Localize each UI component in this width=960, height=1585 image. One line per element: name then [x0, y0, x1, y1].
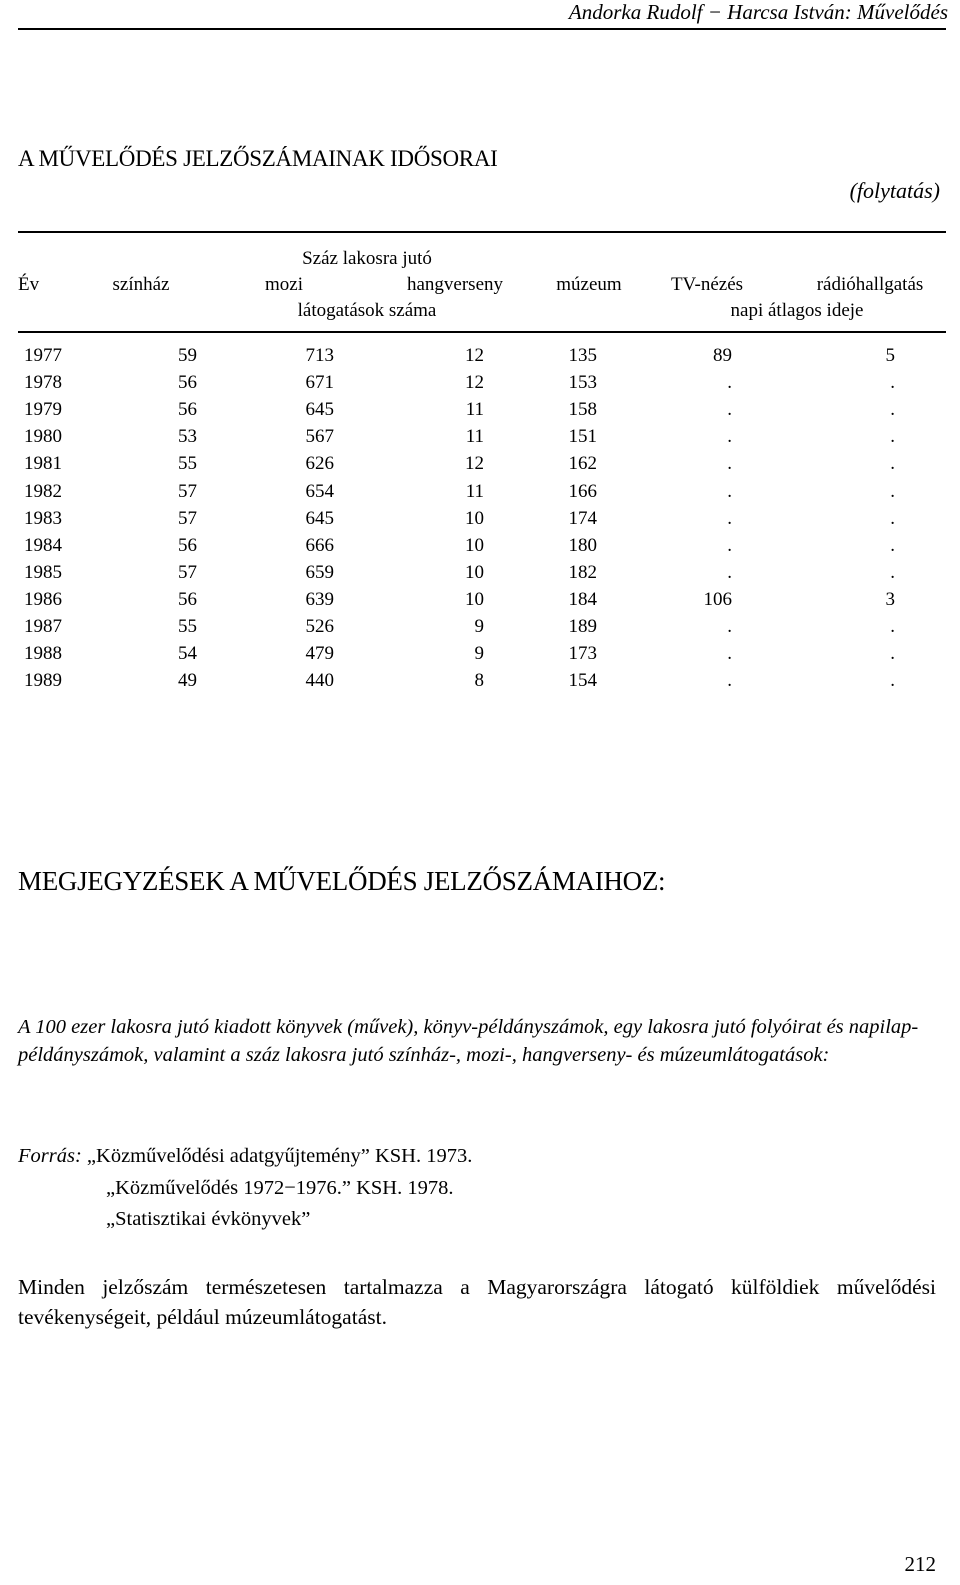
cell-theatre: 55 — [178, 616, 197, 637]
cell-year: 1986 — [24, 588, 62, 610]
cell-tv: . — [727, 480, 732, 502]
cell-year: 1979 — [24, 399, 62, 421]
cell-concert: 12 — [465, 372, 484, 394]
cell-cinema: 526 — [305, 616, 334, 637]
cell-cinema: 440 — [305, 670, 334, 692]
cell-concert: 11 — [465, 399, 484, 421]
column-header-concert: hangverseny — [406, 274, 504, 295]
cell-year: 1980 — [24, 426, 62, 448]
cell-cinema: 479 — [305, 643, 334, 665]
cell-theatre: 56 — [178, 588, 197, 610]
cell-concert: 11 — [465, 480, 484, 502]
cell-museum: 174 — [568, 507, 597, 529]
cell-theatre: 57 — [178, 480, 197, 502]
cell-theatre: 56 — [178, 372, 197, 394]
cell-tv: . — [727, 372, 732, 394]
cell-concert: 10 — [465, 588, 484, 610]
cell-year: 1981 — [24, 453, 62, 475]
notes-paragraph: A 100 ezer lakosra jutó kiadott könyvek (művek), könyv-példányszámok, egy lakosra jutó folyóirat és napilap-példányszámok, valamint a száz lakosra jutó színház-, mozi-, hangverseny- és múzeumlátogatások: — [18, 1016, 919, 1066]
group-header-top: Száz lakosra jutó — [302, 248, 432, 269]
cell-museum: 173 — [568, 643, 597, 665]
cell-cinema: 713 — [305, 345, 334, 366]
cell-tv: . — [727, 399, 732, 421]
cell-theatre: 54 — [178, 643, 197, 665]
source-label: Forrás: — [18, 1145, 82, 1167]
table-header-rule — [18, 331, 946, 333]
cell-museum: 135 — [568, 345, 597, 366]
cell-tv: . — [727, 643, 732, 665]
cell-cinema: 666 — [305, 534, 334, 556]
cell-year: 1988 — [24, 643, 62, 665]
column-header-radio: rádióhallgatás — [816, 274, 924, 295]
cell-theatre: 49 — [178, 670, 197, 692]
cell-museum: 154 — [568, 670, 597, 692]
cell-year: 1977 — [24, 345, 62, 366]
cell-radio: . — [890, 616, 895, 637]
cell-cinema: 654 — [305, 480, 334, 502]
cell-tv: . — [727, 534, 732, 556]
continuation-note: (folytatás) — [849, 178, 940, 203]
column-header-theatre: színház — [112, 274, 170, 295]
cell-concert: 12 — [465, 453, 484, 475]
cell-theatre: 59 — [178, 345, 197, 366]
cell-concert: 8 — [474, 670, 484, 692]
cell-tv: . — [727, 616, 732, 637]
cell-concert: 12 — [465, 345, 484, 366]
cell-tv: . — [727, 561, 732, 583]
cell-museum: 151 — [568, 426, 597, 448]
source-line-3: „Statisztikai évkönyvek” — [106, 1208, 311, 1230]
table-top-rule — [18, 231, 946, 233]
group-header-visits: látogatások száma — [297, 300, 437, 321]
cell-radio: . — [890, 507, 895, 529]
cell-tv: . — [727, 670, 732, 692]
cell-museum: 166 — [568, 480, 597, 502]
cell-museum: 153 — [568, 372, 597, 394]
cell-cinema: 671 — [305, 372, 334, 394]
cell-year: 1985 — [24, 561, 62, 583]
cell-radio: . — [890, 643, 895, 665]
cell-year: 1982 — [24, 480, 62, 502]
cell-radio: 5 — [885, 345, 895, 366]
cell-museum: 189 — [568, 616, 597, 637]
cell-concert: 10 — [465, 507, 484, 529]
cell-tv: . — [727, 507, 732, 529]
cell-concert: 11 — [465, 426, 484, 448]
cell-year: 1987 — [24, 616, 62, 637]
cell-concert: 10 — [465, 534, 484, 556]
cell-radio: . — [890, 399, 895, 421]
cell-radio: . — [890, 372, 895, 394]
cell-concert: 9 — [474, 643, 484, 665]
cell-cinema: 645 — [305, 507, 334, 529]
cell-tv: 106 — [703, 588, 732, 610]
column-header-tv: TV-nézés — [670, 274, 744, 295]
cell-museum: 182 — [568, 561, 597, 583]
cell-radio: . — [890, 670, 895, 692]
page-number: 212 — [904, 1552, 936, 1576]
cell-theatre: 55 — [178, 453, 197, 475]
cell-cinema: 645 — [305, 399, 334, 421]
column-header-museum: múzeum — [556, 274, 622, 295]
cell-year: 1989 — [24, 670, 62, 692]
cell-cinema: 626 — [305, 453, 334, 475]
cell-theatre: 57 — [178, 507, 197, 529]
cell-radio: . — [890, 480, 895, 502]
cell-museum: 158 — [568, 399, 597, 421]
source-line-1 — [18, 1145, 472, 1168]
column-header-cinema: mozi — [265, 274, 303, 295]
table-title: A MŰVELŐDÉS JELZŐSZÁMAINAK IDŐSORAI — [18, 146, 498, 171]
cell-concert: 10 — [465, 561, 484, 583]
notes-title: MEGJEGYZÉSEK A MŰVELŐDÉS JELZŐSZÁMAIHOZ: — [18, 866, 666, 896]
column-header-year: Év — [18, 274, 40, 295]
cell-theatre: 53 — [178, 426, 197, 448]
header-rule — [18, 28, 946, 30]
cell-concert: 9 — [474, 616, 484, 637]
cell-cinema: 567 — [305, 426, 334, 448]
cell-theatre: 56 — [178, 399, 197, 421]
cell-radio: . — [890, 453, 895, 475]
cell-theatre: 57 — [178, 561, 197, 583]
cell-radio: 3 — [885, 588, 895, 610]
final-paragraph: Minden jelzőszám természetesen tartalmazza a Magyarországra látogató külföldiek művelődési tevékenységeit, például múzeumlátogatást. — [18, 1275, 936, 1329]
source-line-2: „Közművelődés 1972−1976.” KSH. 1978. — [106, 1177, 454, 1199]
cell-year: 1983 — [24, 507, 62, 529]
cell-year: 1978 — [24, 372, 62, 394]
cell-year: 1984 — [24, 534, 62, 556]
cell-radio: . — [890, 426, 895, 448]
cell-museum: 184 — [568, 588, 597, 610]
source-item: „Közművelődési adatgyűjtemény” KSH. 1973. — [86, 1145, 473, 1167]
group-header-daily-time: napi átlagos ideje — [730, 300, 864, 321]
cell-cinema: 639 — [305, 588, 334, 610]
cell-tv: . — [727, 453, 732, 475]
cell-theatre: 56 — [178, 534, 197, 556]
cell-tv: 89 — [713, 345, 732, 366]
cell-museum: 180 — [568, 534, 597, 556]
cell-tv: . — [727, 426, 732, 448]
cell-radio: . — [890, 561, 895, 583]
running-header: Andorka Rudolf − Harcsa István: Művelődés — [568, 0, 948, 24]
cell-museum: 162 — [568, 453, 597, 475]
cell-cinema: 659 — [305, 561, 334, 583]
cell-radio: . — [890, 534, 895, 556]
